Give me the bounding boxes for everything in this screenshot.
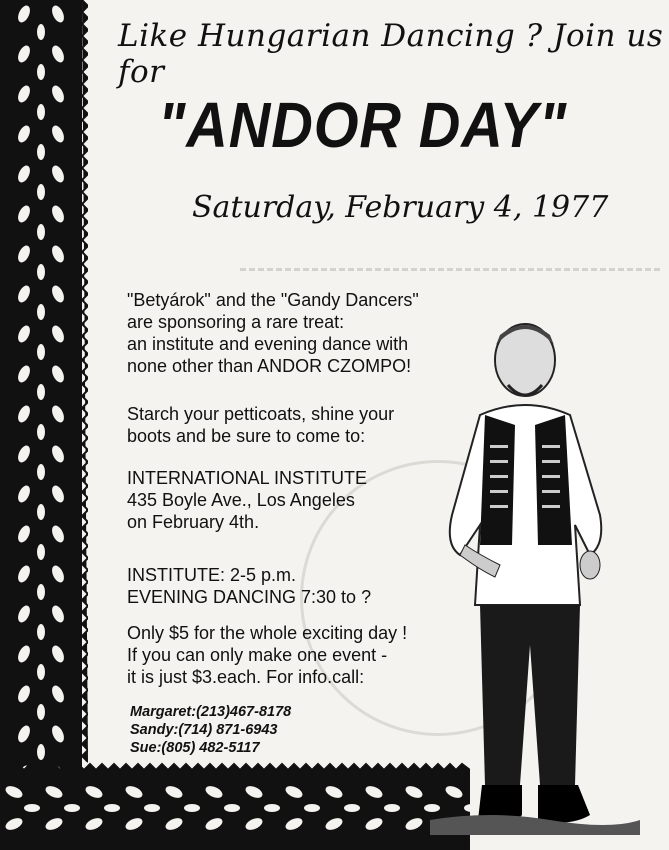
lace-border-left [0, 0, 88, 850]
price-prefix: Only [127, 623, 170, 643]
venue-date: on February 4th. [127, 512, 260, 532]
reverse-bleed-dashes [240, 268, 660, 275]
dancing-time: EVENING DANCING 7:30 to ? [127, 587, 372, 607]
headline: Like Hungarian Dancing ? Join us for [118, 18, 664, 90]
text-line: boots and be sure to come to: [127, 426, 366, 446]
event-title: "ANDOR DAY" [158, 89, 568, 161]
price-suffix: .each. For info.call: [212, 667, 365, 687]
contact-sue: Sue:(805) 482-5117 [130, 740, 260, 756]
price-suffix: for the whole exciting day ! [189, 623, 408, 643]
text-line: none other than ANDOR CZOMPO! [127, 356, 412, 376]
intro-paragraph [127, 289, 419, 377]
price-prefix: it is just [127, 667, 193, 687]
institute-time: INSTITUTE: 2-5 p.m. [127, 565, 297, 585]
text-line: "Betyárok" and the "Gandy Dancers" [127, 290, 419, 310]
text-line: an institute and evening dance with [127, 334, 409, 354]
text-line: If you can only make one event - [127, 645, 388, 665]
full-day-price: $5 [169, 623, 190, 643]
text-line [127, 666, 407, 688]
invitation-paragraph [127, 403, 394, 447]
text-line: are sponsoring a rare treat: [127, 312, 345, 332]
lace-border-bottom [0, 762, 470, 850]
dancer-illustration [430, 315, 640, 835]
text-line [127, 622, 407, 644]
venue-name: INTERNATIONAL INSTITUTE [127, 468, 368, 488]
text-line: Starch your petticoats, shine your [127, 404, 395, 424]
event-date: Saturday, February 4, 1977 [192, 190, 609, 225]
contact-sandy: Sandy:(714) 871-6943 [130, 722, 278, 738]
venue-address: 435 Boyle Ave., Los Angeles [127, 490, 355, 510]
price-paragraph [127, 622, 407, 688]
contact-list [130, 703, 291, 757]
single-event-price: $3 [192, 667, 213, 687]
schedule-paragraph [127, 564, 371, 608]
contact-margaret: Margaret:(213)467-8178 [130, 704, 292, 720]
venue-paragraph [127, 467, 367, 533]
